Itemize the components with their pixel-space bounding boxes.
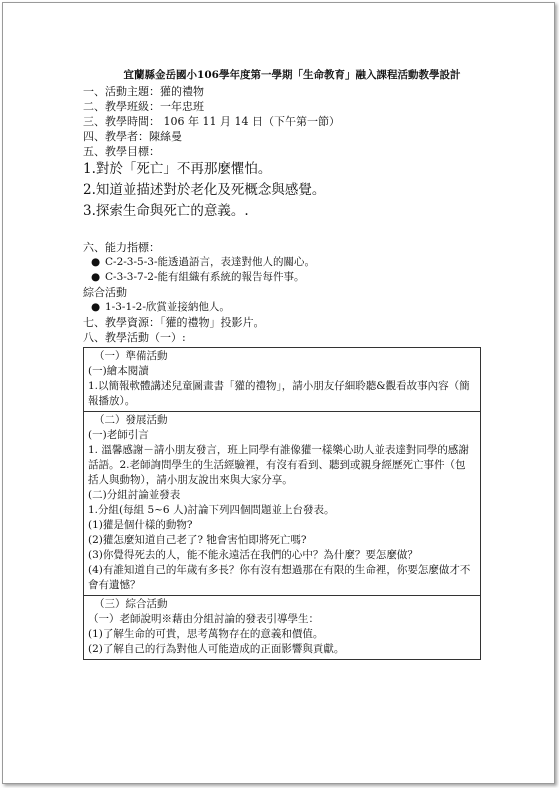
- resources: 七、教學資源：「獾的禮物」投影片。: [83, 316, 265, 329]
- objective-item: 3.探索生命與死亡的意義。.: [83, 203, 249, 219]
- section-line: (4)有誰知道自己的年歲有多長？你有沒有想過那在有限的生命裡，你要怎麼做才不會有遺憾？: [88, 564, 471, 591]
- info-topic: 一、活動主題：獾的禮物: [83, 85, 204, 98]
- bullet-icon: ●: [91, 271, 101, 283]
- info-time: 三、教學時間： 106 年 11 月 14 日（下午第一節）: [83, 115, 340, 128]
- section-line: (3)你覺得死去的人，能不能永遠活在我們的心中？為什麼？要怎麼做？: [88, 549, 418, 561]
- info-class: 二、教學班級：一年忠班: [83, 100, 204, 113]
- bullet-icon: ●: [91, 301, 101, 313]
- section-line: 1.以簡報軟體講述兒童圖畫書「獾的禮物」，請小朋友仔細聆聽&觀看故事內容（簡報播放）。: [88, 380, 470, 407]
- section-line: 1.分組(每組 5~6 人)討論下列四個問題並上台發表。: [88, 504, 335, 516]
- objectives-list: [83, 159, 483, 222]
- section-line: (2)獾怎麼知道自己老了? 牠會害怕即將死亡嗎?: [88, 534, 307, 546]
- ability-item: [83, 255, 483, 270]
- section-line: （一）老師說明※藉由分組討論的發表引導學生：: [88, 613, 319, 625]
- document-content: [83, 67, 483, 660]
- section-line: 1. 溫馨感謝－請小朋友發言，班上同學有誰像獾一樣樂心助人並表達對同學的感謝話語。2.老師詢問學生的生活經驗裡，有沒有看到、聽到或親身經歷死亡事件（包括人與動物），請小朋友說出來與大家分享。: [88, 444, 469, 486]
- section-heading: （二）發展活動: [94, 414, 168, 426]
- document-page: [2, 2, 555, 784]
- objective-item: 2.知道並描述對於老化及死概念與感覺。: [83, 182, 326, 198]
- section-prepare: [84, 348, 480, 411]
- section-summary: [84, 595, 480, 659]
- section-line: (1)了解生命的可貴，思考萬物存在的意義和價值。: [88, 628, 324, 640]
- info-list: [83, 84, 483, 159]
- activities-table: [83, 347, 481, 660]
- section-develop: [84, 411, 480, 595]
- document-title: 宜蘭縣金岳國小106學年度第一學期「生命教育」融入課程活動教學設計: [123, 69, 461, 81]
- ability-item: [83, 270, 483, 285]
- section-line: (一)老師引言: [88, 429, 149, 441]
- integrated-text: 1-3-1-2-欣賞並接納他人。: [105, 301, 230, 313]
- integrated-heading: 綜合活動: [83, 286, 127, 299]
- section-heading: （三）綜合活動: [94, 598, 168, 610]
- section-line: (2)了解自己的行為對他人可能造成的正面影響與貢獻。: [88, 643, 345, 655]
- section-heading: （一）準備活動: [94, 350, 168, 362]
- ability-text: C-3-3-7-2-能有組織有系統的報告每件事。: [105, 271, 305, 283]
- section-line: (1)獾是個什樣的動物?: [88, 519, 193, 531]
- ability-text: C-2-3-5-3-能透過語言，表達對他人的關心。: [105, 256, 315, 268]
- ability-heading: 六、能力指標：: [83, 241, 160, 254]
- bullet-icon: ●: [91, 256, 101, 268]
- info-objectives-heading: 五、教學目標：: [83, 145, 160, 158]
- section-line: (一)繪本閱讀: [88, 365, 149, 377]
- integrated-item: [83, 300, 483, 315]
- info-teacher: 四、教學者：陳絲曼: [83, 130, 182, 143]
- activities-heading: 八、教學活動（一）:: [83, 331, 186, 344]
- objective-item: 1.對於「死亡」不再那麼懼怕。: [83, 161, 272, 177]
- section-line: (二)分組討論並發表: [88, 489, 181, 501]
